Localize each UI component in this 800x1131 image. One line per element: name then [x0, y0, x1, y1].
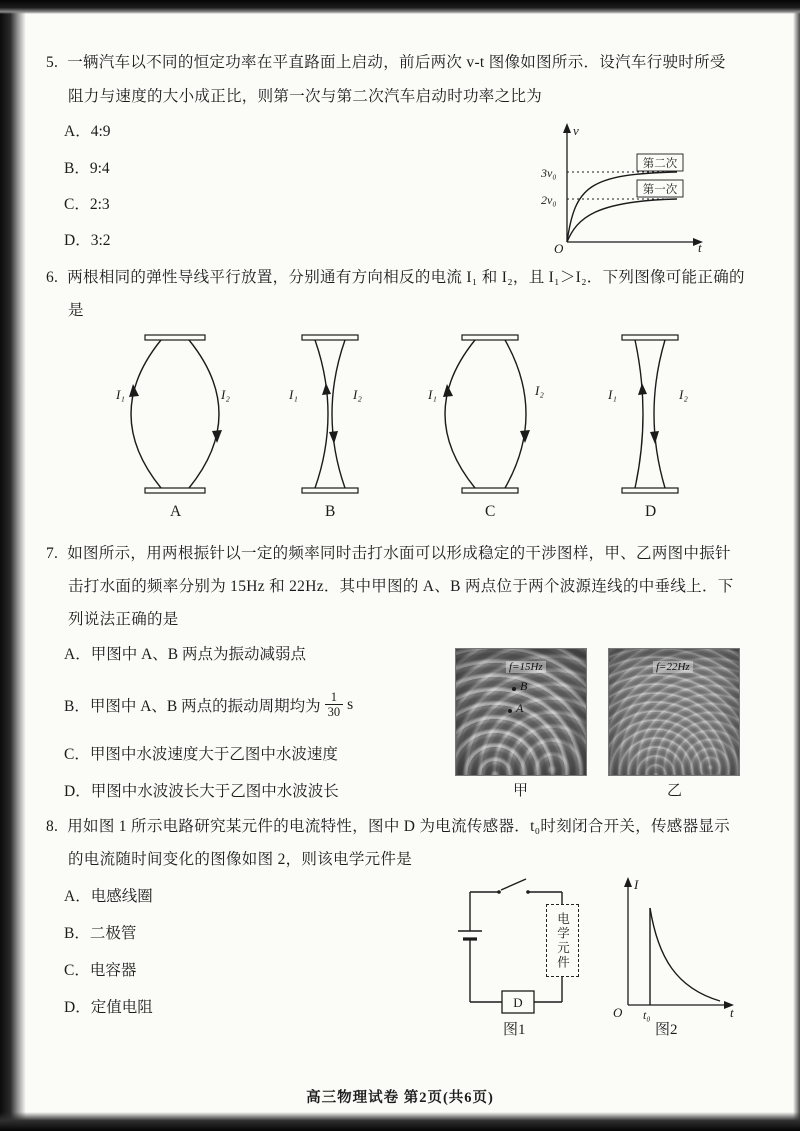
origin-label: O [613, 1005, 623, 1020]
curve-second-label: 第二次 [642, 158, 678, 170]
origin-label: O [554, 241, 564, 256]
clamp-bar [145, 335, 205, 340]
q8-option-d: D．定值电阻 [64, 999, 153, 1016]
q7-option-c: C．甲图中水波速度大于乙图中水波速度 [64, 746, 338, 763]
q6-diagram-c [425, 333, 555, 495]
current-arrow-up-icon [638, 383, 647, 395]
q5-number: 5. [46, 54, 59, 71]
q7-option-b-fraction [325, 690, 344, 720]
current-arrow-up-icon [322, 383, 331, 395]
current-arrow-down-icon [329, 431, 338, 444]
q5-option-c: C．2:3 [64, 196, 110, 213]
scan-edge-bottom [0, 1112, 800, 1131]
q6-text-line1: 两根相同的弹性导线平行放置，分别通有方向相反的电流 I₁ 和 I₂，且 I₁＞I₂．下列图像可能正确的 [67, 269, 745, 286]
clamp-bar [622, 335, 678, 340]
clamp-bar [145, 488, 205, 493]
y-axis-arrow-icon [563, 123, 571, 133]
current-arrow-down-icon [520, 430, 530, 443]
q6-choice-d-label: D [645, 503, 657, 520]
point-b-dot [512, 687, 516, 691]
t0-tick-label: t₀ [643, 1008, 651, 1022]
curve-first-run [567, 199, 677, 242]
current-decay-curve [650, 908, 720, 1001]
wire-right [654, 340, 665, 488]
q6-line1 [46, 265, 745, 287]
q8-text-line2: 的电流随时间变化的图像如图 2，则该电学元件是 [68, 851, 413, 868]
current-i2-label: I₂ [535, 383, 544, 398]
q6-diagram-a [115, 333, 235, 495]
q6-diagram-b [280, 333, 380, 495]
t-axis-label: t [698, 240, 702, 255]
current-i1-label: I₁ [289, 387, 298, 402]
q5-option-d: D．3:2 [64, 232, 111, 249]
q6-choice-b-label: B [325, 503, 336, 520]
wire-right [189, 340, 219, 488]
current-i2-label: I₂ [221, 387, 230, 402]
tick-3v0: 3v₀ [541, 166, 557, 180]
q8-option-a: A．电感线圈 [64, 888, 153, 905]
q8-number: 8. [46, 818, 59, 835]
q5-line1 [46, 50, 726, 72]
yi-frequency-label: f=22Hz [653, 661, 693, 673]
current-arrow-down-icon [650, 431, 659, 444]
q7-text-line2: 击打水面的频率分别为 15Hz 和 22Hz．其中甲图的 A、B 两点位于两个波源连线的中垂线上．下 [68, 578, 734, 595]
current-arrow-up-icon [443, 384, 453, 397]
q7-option-b-prefix: B．甲图中 A、B 两点的振动周期均为 [64, 697, 321, 715]
tick-2v0: 2v₀ [541, 193, 557, 207]
q8-option-b: B．二极管 [64, 925, 137, 942]
q6-diagram-d [595, 333, 705, 495]
current-i1-label: I₁ [428, 387, 437, 402]
q7-option-a: A．甲图中 A、B 两点为振动减弱点 [64, 646, 306, 663]
q7-photo-yi [609, 649, 739, 775]
q7-caption-yi: 乙 [667, 783, 683, 799]
t-axis-label: t [730, 1005, 734, 1020]
scan-edge-left [0, 0, 26, 1131]
clamp-bar [302, 335, 358, 340]
q8-option-c: C．电容器 [64, 962, 137, 979]
q7-option-b [64, 690, 353, 720]
switch-blade-icon [501, 879, 526, 890]
current-sensor-label: D [513, 995, 523, 1010]
q5-text-line2: 阻力与速度的大小成正比，则第一次与第二次汽车启动时功率之比为 [68, 88, 543, 105]
v-axis-label: v [573, 123, 579, 138]
electrical-element-box: 电学元件 [546, 904, 579, 977]
q8-it-graph [600, 872, 740, 1024]
wire-left [445, 340, 475, 488]
q7-text-line1: 如图所示，用两根振针以一定的频率同时击打水面可以形成稳定的干涉图样，甲、乙两图中振针 [67, 545, 731, 562]
jia-frequency-label: f=15Hz [506, 661, 546, 673]
wire-left [315, 340, 328, 488]
q6-number: 6. [46, 269, 59, 286]
wire-right [332, 340, 345, 488]
q8-caption-fig2: 图2 [655, 1022, 678, 1038]
fraction-denominator: 30 [325, 704, 344, 719]
q6-choice-c-label: C [485, 503, 496, 520]
scan-edge-right [793, 0, 800, 1131]
q8-caption-fig1: 图1 [503, 1022, 526, 1038]
wire-right [505, 340, 526, 488]
current-i2-label: I₂ [353, 387, 362, 402]
q7-option-d: D．甲图中水波波长大于乙图中水波波长 [64, 783, 339, 800]
q6-text-line2: 是 [68, 302, 84, 319]
q7-option-b-suffix: s [347, 695, 354, 713]
q7-line1 [46, 541, 731, 563]
point-a-label: A [516, 701, 524, 715]
wire-left [635, 340, 643, 488]
y-axis-arrow-icon [624, 877, 632, 887]
fraction-numerator: 1 [330, 690, 337, 704]
q7-photo-jia [456, 649, 586, 775]
current-i2-label: I₂ [679, 387, 688, 402]
current-arrow-up-icon [129, 384, 139, 397]
curve-first-label: 第一次 [642, 184, 678, 196]
current-i1-label: I₁ [608, 387, 617, 402]
i-axis-label: I [634, 877, 639, 892]
q8-line1 [46, 814, 730, 836]
q7-number: 7. [46, 545, 59, 562]
clamp-bar [622, 488, 678, 493]
current-arrow-down-icon [212, 430, 222, 443]
scan-edge-top [0, 0, 800, 14]
q7-text-line3: 列说法正确的是 [68, 611, 179, 628]
q7-caption-jia: 甲 [513, 783, 529, 799]
current-i1-label: I₁ [116, 387, 125, 402]
q5-option-a: A．4:9 [64, 123, 111, 140]
wire-left [131, 340, 161, 488]
point-a-dot [508, 709, 512, 713]
page-footer: 高三物理试卷 第2页(共6页) [306, 1090, 494, 1106]
point-b-label: B [520, 679, 528, 693]
q6-choice-a-label: A [170, 503, 182, 520]
q5-option-b: B．9:4 [64, 160, 110, 177]
switch-pivot [497, 890, 501, 894]
clamp-bar [462, 488, 518, 493]
q8-text-line1: 用如图 1 所示电路研究某元件的电流特性，图中 D 为电流传感器．t₀时刻闭合开关，传感器显示 [67, 818, 730, 835]
q5-vt-graph [535, 120, 710, 260]
clamp-bar [302, 488, 358, 493]
clamp-bar [462, 335, 518, 340]
q5-text-line1: 一辆汽车以不同的恒定功率在平直路面上启动，前后两次 v-t 图像如图所示．设汽车行驶时所受 [67, 54, 726, 71]
